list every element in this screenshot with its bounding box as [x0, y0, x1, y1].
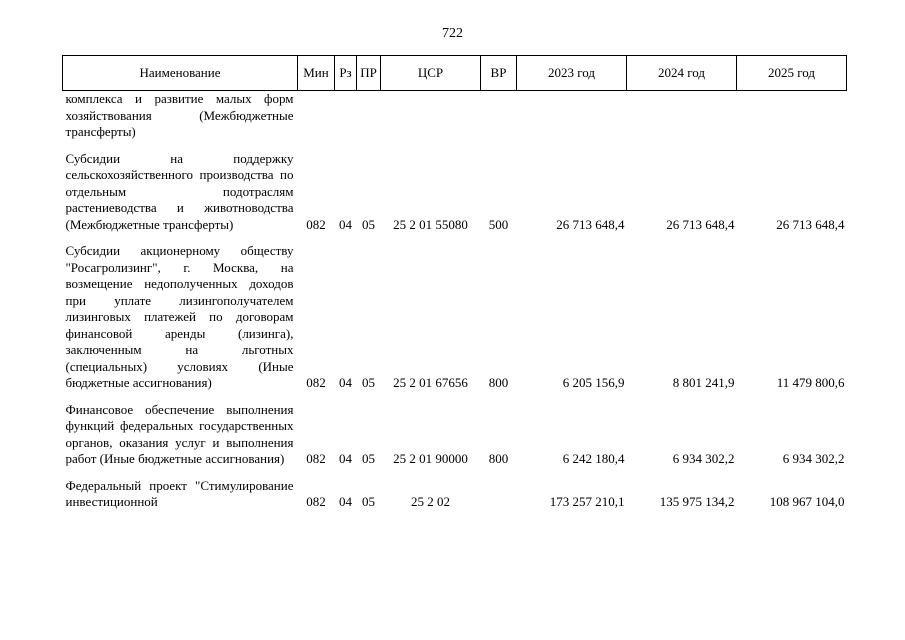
row-2023: 6 242 180,4 — [562, 451, 625, 466]
row-2025 — [737, 91, 847, 141]
table-row — [63, 151, 847, 234]
col-header-2023: 2023 год — [517, 56, 627, 91]
row-name: Субсидии акционерному обществу "Росагролизинг", г. Москва, на возмещение недополученных доходов при уплате лизингополучателем лизинговых платежей по договорам финансовой аренды (лизинга), заключенным на льготных (специальных) условиях (Иные бюджетные ассигнования) — [65, 243, 294, 390]
row-vr — [481, 91, 517, 141]
row-pr: 05 — [362, 216, 375, 232]
row-csr: 25 2 01 67656 — [393, 375, 468, 390]
row-name: Федеральный проект "Стимулирование инвестиционной — [65, 477, 294, 509]
row-vr: 800 — [488, 375, 509, 390]
row-csr: 25 2 01 90000 — [393, 451, 468, 466]
row-2025: 26 713 648,4 — [776, 216, 845, 232]
row-rz: 04 — [339, 216, 352, 232]
row-pr: 05 — [362, 451, 375, 466]
budget-table — [62, 55, 847, 511]
row-rz — [335, 91, 357, 141]
col-header-vr: ВР — [481, 56, 517, 91]
page-number: 722 — [442, 26, 463, 41]
row-min: 082 — [306, 494, 326, 509]
row-rz: 04 — [339, 494, 352, 509]
row-2024: 8 801 241,9 — [672, 375, 735, 390]
row-2023 — [517, 91, 627, 141]
row-name: комплекса и развитие малых форм хозяйствования (Межбюджетные трансферты) — [65, 91, 294, 139]
table-row — [63, 91, 847, 141]
row-min — [298, 91, 335, 141]
col-header-name: Наименование — [63, 56, 298, 91]
col-header-pr: ПР — [357, 56, 381, 91]
row-2024 — [627, 91, 737, 141]
row-pr: 05 — [362, 494, 375, 509]
row-2023: 6 205 156,9 — [562, 375, 625, 390]
col-header-2024: 2024 год — [627, 56, 737, 91]
row-2024: 135 975 134,2 — [659, 494, 735, 509]
row-2024: 6 934 302,2 — [672, 451, 735, 466]
row-vr — [481, 478, 517, 511]
col-header-rz: Рз — [335, 56, 357, 91]
row-csr — [381, 91, 481, 141]
row-2025: 11 479 800,6 — [776, 375, 845, 390]
row-2025: 6 934 302,2 — [782, 451, 845, 466]
row-2024: 26 713 648,4 — [666, 216, 735, 232]
row-min: 082 — [306, 451, 326, 466]
row-csr: 25 2 02 — [411, 494, 450, 509]
col-header-min: Мин — [298, 56, 335, 91]
col-header-2025: 2025 год — [737, 56, 847, 91]
row-vr: 800 — [488, 451, 509, 466]
row-rz: 04 — [339, 375, 352, 390]
table-row — [63, 402, 847, 468]
table-header-row — [63, 56, 847, 91]
row-vr: 500 — [488, 216, 509, 232]
table-row — [63, 478, 847, 511]
row-pr: 05 — [362, 375, 375, 390]
table-row — [63, 243, 847, 392]
row-2025: 108 967 104,0 — [769, 494, 845, 509]
row-min: 082 — [306, 216, 326, 232]
row-name: Финансовое обеспечение выполнения функций федеральных государственных органов, оказания услуг и выполнения работ (Иные бюджетные ассигнования) — [65, 401, 294, 466]
row-2023: 26 713 648,4 — [556, 216, 625, 232]
row-rz: 04 — [339, 451, 352, 466]
row-min: 082 — [306, 375, 326, 390]
row-2023: 173 257 210,1 — [549, 494, 625, 509]
row-pr — [357, 91, 381, 141]
row-csr: 25 2 01 55080 — [393, 216, 468, 232]
row-name: Субсидии на поддержку сельскохозяйственного производства по отдельным подотраслям растениеводства и животноводства (Межбюджетные трансферты) — [65, 150, 294, 232]
col-header-csr: ЦСР — [381, 56, 481, 91]
